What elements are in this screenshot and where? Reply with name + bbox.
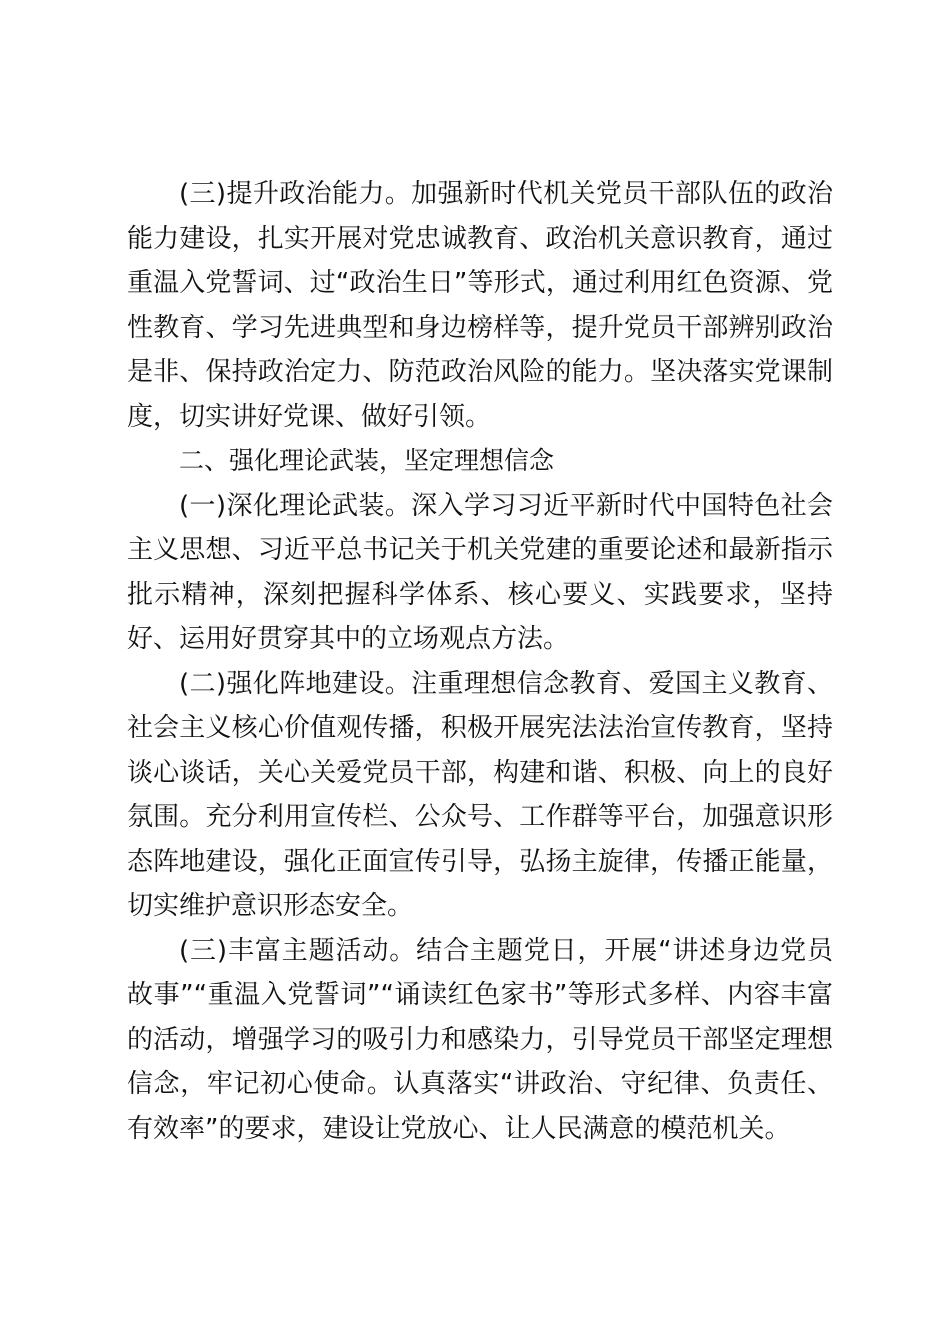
paragraph-theme-activities: (三)丰富主题活动。结合主题党日，开展“讲述身边党员故事”“重温入党誓词”“诵读红色家书”等形式多样、内容丰富的活动，增强学习的吸引力和感染力，引导党员干部坚定理想信念，牢记初心使命。认真落实“讲政治、守纪律、负责任、有效率”的要求，建设让党放心、让人民满意的模范机关。 <box>127 935 833 1144</box>
document-body <box>127 172 833 1151</box>
paragraph-theory-armament: (一)深化理论武装。深入学习习近平新时代中国特色社会主义思想、习近平总书记关于机关党建的重要论述和最新指示批示精神，深刻把握科学体系、核心要义、实践要求，坚持好、运用好贯穿其中的立场观点方法。 <box>127 490 833 654</box>
paragraph-position-building: (二)强化阵地建设。注重理想信念教育、爱国主义教育、社会主义核心价值观传播，积极开展宪法法治宣传教育，坚持谈心谈话，关心关爱党员干部，构建和谐、积极、向上的良好氛围。充分利用宣传栏、公众号、工作群等平台，加强意识形态阵地建设，强化正面宣传引导，弘扬主旋律，传播正能量，切实维护意识形态安全。 <box>127 668 833 921</box>
paragraph-political-ability: (三)提升政治能力。加强新时代机关党员干部队伍的政治能力建设，扎实开展对党忠诚教育、政治机关意识教育，通过重温入党誓词、过“政治生日”等形式，通过利用红色资源、党性教育、学习先进典型和身边榜样等，提升党员干部辨别政治是非、保持政治定力、防范政治风险的能力。坚决落实党课制度，切实讲好党课、做好引领。 <box>127 179 833 432</box>
section-heading-theory: 二、强化理论武装，坚定理想信念 <box>179 446 555 475</box>
